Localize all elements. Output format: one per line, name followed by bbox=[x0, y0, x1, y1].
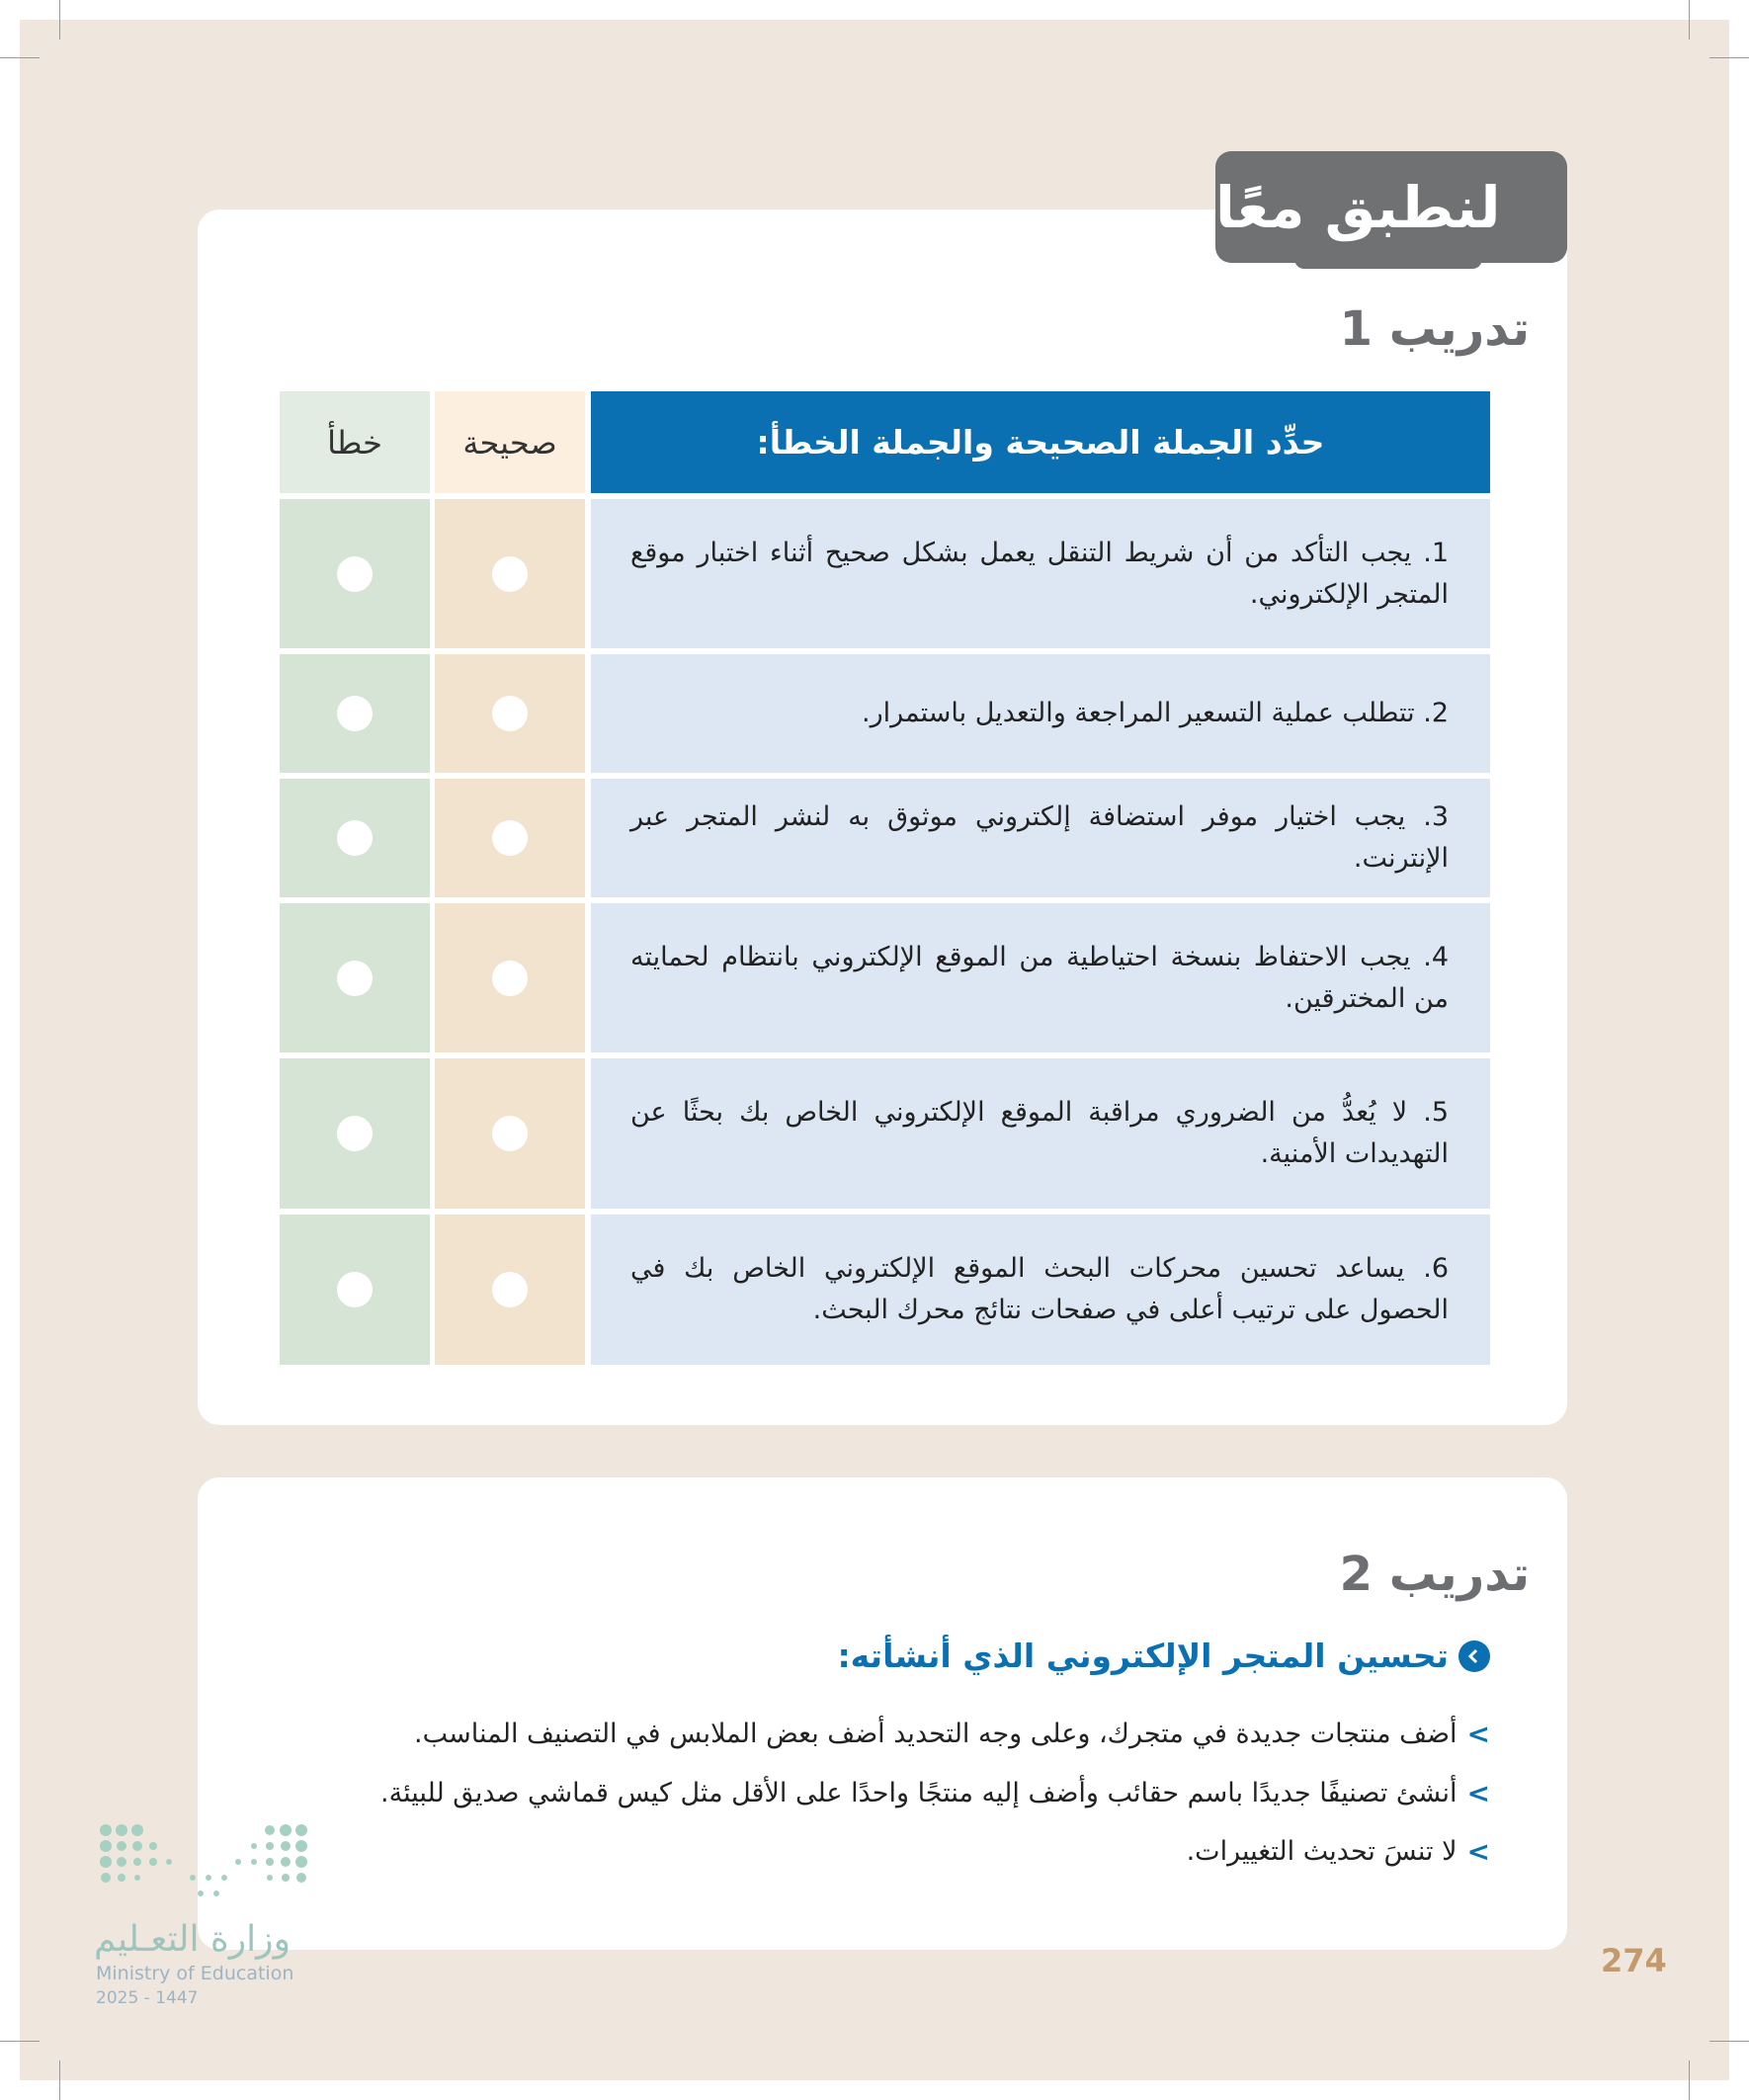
section-banner: لنطبق معًا bbox=[1215, 151, 1567, 263]
ministry-name-arabic: وزارة التعـليم bbox=[94, 1919, 291, 1960]
table-row bbox=[280, 654, 1490, 773]
statement-text: 4. يجب الاحتفاظ بنسخة احتياطية من الموقع الإلكتروني بانتظام لحمايته من المخترقين. bbox=[630, 941, 1449, 1014]
false-radio-button[interactable] bbox=[337, 961, 373, 996]
true-cell bbox=[435, 499, 585, 648]
statement-cell bbox=[591, 499, 1490, 648]
exercise1-title: تدريب 1 bbox=[1339, 301, 1530, 357]
page-number: 274 bbox=[1601, 1942, 1667, 1979]
true-column-header: صحيحة bbox=[435, 391, 585, 493]
false-cell bbox=[280, 654, 430, 773]
chevron-left-circle-icon bbox=[1458, 1640, 1490, 1672]
statement-cell bbox=[591, 1058, 1490, 1209]
table-row bbox=[280, 779, 1490, 897]
true-cell bbox=[435, 779, 585, 897]
true-radio-button[interactable] bbox=[492, 1272, 528, 1307]
table-row bbox=[280, 903, 1490, 1052]
list-item-text: أضف منتجات جديدة في متجرك، وعلى وجه التحديد أضف بعض الملابس في التصنيف المناسب. bbox=[414, 1719, 1458, 1749]
statement-column-header: حدِّد الجملة الصحيحة والجملة الخطأ: bbox=[591, 391, 1490, 493]
false-radio-button[interactable] bbox=[337, 696, 373, 731]
crop-mark bbox=[1709, 2041, 1749, 2042]
ministry-name-english: Ministry of Education bbox=[96, 1963, 294, 1984]
bullet-marker: > bbox=[1466, 1718, 1490, 1750]
list-item bbox=[380, 1777, 1490, 1809]
false-cell bbox=[280, 779, 430, 897]
false-radio-button[interactable] bbox=[337, 1116, 373, 1151]
list-item bbox=[414, 1718, 1490, 1750]
exercise2-title: تدريب 2 bbox=[1339, 1547, 1530, 1602]
list-item-text: أنشئ تصنيفًا جديدًا باسم حقائب وأضف إليه منتجًا واحدًا على الأقل مثل كيس قماشي صديق للبيئة. bbox=[380, 1778, 1458, 1808]
ministry-logo-icon bbox=[94, 1818, 321, 2016]
false-radio-button[interactable] bbox=[337, 1272, 373, 1307]
false-radio-button[interactable] bbox=[337, 556, 373, 592]
exercise2-heading-text: تحسين المتجر الإلكتروني الذي أنشأته: bbox=[837, 1637, 1449, 1675]
true-radio-button[interactable] bbox=[492, 820, 528, 856]
true-cell bbox=[435, 1058, 585, 1209]
true-radio-button[interactable] bbox=[492, 556, 528, 592]
false-cell bbox=[280, 1058, 430, 1209]
bullet-marker: > bbox=[1466, 1835, 1490, 1868]
statement-text: 1. يجب التأكد من أن شريط التنقل يعمل بشكل صحيح أثناء اختبار موقع المتجر الإلكتروني. bbox=[630, 537, 1449, 610]
statement-text: 5. لا يُعدُّ من الضروري مراقبة الموقع الإلكتروني الخاص بك بحثًا عن التهديدات الأمنية. bbox=[630, 1097, 1449, 1169]
false-column-header: خطأ bbox=[280, 391, 430, 493]
table-row bbox=[280, 1058, 1490, 1209]
true-cell bbox=[435, 903, 585, 1052]
table-row bbox=[280, 1215, 1490, 1365]
true-cell bbox=[435, 654, 585, 773]
exercise2-heading bbox=[837, 1637, 1490, 1675]
statement-text: 3. يجب اختيار موفر استضافة إلكتروني موثوق به لنشر المتجر عبر الإنترنت. bbox=[630, 801, 1449, 874]
statement-cell bbox=[591, 654, 1490, 773]
crop-mark bbox=[1709, 57, 1749, 58]
false-cell bbox=[280, 1215, 430, 1365]
table-row bbox=[280, 499, 1490, 648]
list-item bbox=[1187, 1835, 1490, 1868]
crop-mark bbox=[1689, 2060, 1690, 2100]
statement-text: 6. يساعد تحسين محركات البحث الموقع الإلكتروني الخاص بك في الحصول على ترتيب أعلى في صفحات نتائج محرك البحث. bbox=[630, 1253, 1449, 1325]
true-radio-button[interactable] bbox=[492, 961, 528, 996]
crop-mark bbox=[59, 2060, 60, 2100]
false-radio-button[interactable] bbox=[337, 820, 373, 856]
crop-mark bbox=[59, 0, 60, 40]
false-cell bbox=[280, 499, 430, 648]
statement-cell bbox=[591, 1215, 1490, 1365]
true-radio-button[interactable] bbox=[492, 696, 528, 731]
true-radio-button[interactable] bbox=[492, 1116, 528, 1151]
statement-cell bbox=[591, 779, 1490, 897]
bullet-marker: > bbox=[1466, 1777, 1490, 1809]
true-cell bbox=[435, 1215, 585, 1365]
crop-mark bbox=[1689, 0, 1690, 40]
false-cell bbox=[280, 903, 430, 1052]
ministry-year: 2025 - 1447 bbox=[96, 1988, 199, 2008]
crop-mark bbox=[0, 57, 40, 58]
list-item-text: لا تنسَ تحديث التغييرات. bbox=[1186, 1836, 1458, 1867]
statement-cell bbox=[591, 903, 1490, 1052]
crop-mark bbox=[0, 2041, 40, 2042]
statement-text: 2. تتطلب عملية التسعير المراجعة والتعديل باستمرار. bbox=[862, 698, 1449, 728]
